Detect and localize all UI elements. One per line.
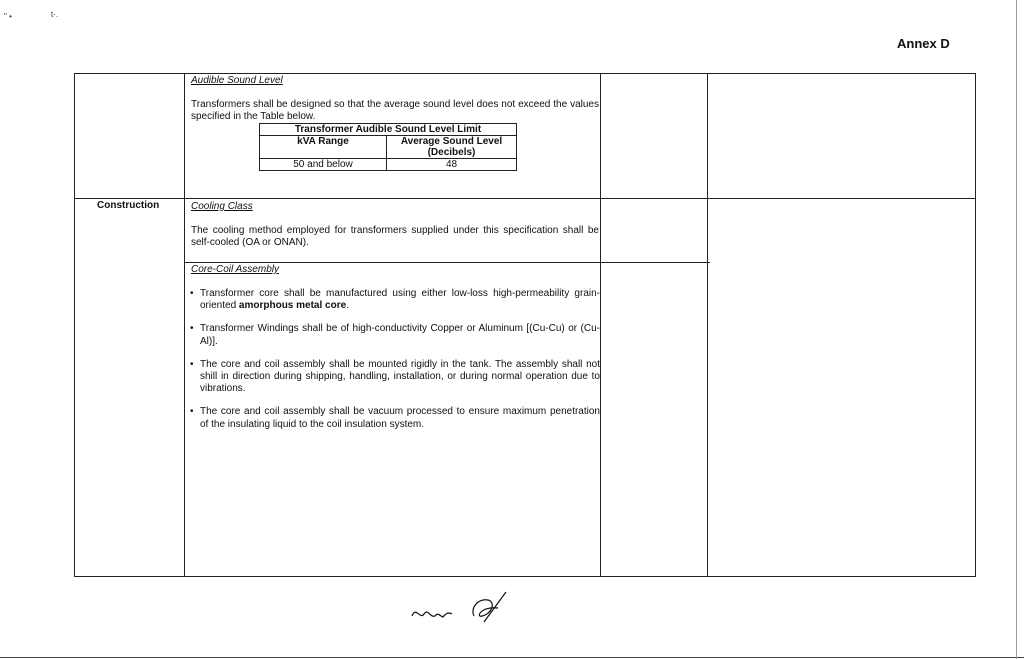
row-divider bbox=[184, 262, 710, 263]
column-divider bbox=[600, 74, 601, 576]
sound-table-header-kva: kVA Range bbox=[260, 136, 387, 159]
table-cell: 48 bbox=[387, 159, 517, 171]
section-paragraph: The cooling method employed for transformers supplied under this specification shall be self-cooled (OA or ONAN). bbox=[191, 225, 599, 249]
sound-table-header-decibels: Average Sound Level (Decibels) bbox=[387, 136, 517, 159]
specification-table bbox=[74, 73, 976, 577]
annex-label: Annex D bbox=[897, 36, 950, 51]
sound-level-table bbox=[259, 123, 517, 171]
section-heading-cooling-class: Cooling Class bbox=[191, 201, 253, 212]
scan-edge bbox=[1016, 0, 1017, 659]
category-label-construction: Construction bbox=[97, 200, 160, 211]
table-row bbox=[260, 159, 517, 171]
handwritten-initials bbox=[408, 586, 518, 628]
list-item: • The core and coil assembly shall be mounted rigidly in the tank. The assembly shall not shill in direction during shipping, handling, installation, or during normal operation due to vibrations. bbox=[190, 359, 600, 396]
column-divider bbox=[707, 74, 708, 576]
row-divider bbox=[75, 198, 975, 199]
page-bottom-rule bbox=[0, 657, 1024, 658]
core-coil-bullet-list bbox=[190, 288, 600, 442]
scan-mark: t·. bbox=[51, 10, 59, 19]
column-divider bbox=[184, 74, 185, 576]
section-paragraph: Transformers shall be designed so that the average sound level does not exceed the values specified in the Table below. bbox=[191, 99, 599, 123]
sound-table-title: Transformer Audible Sound Level Limit bbox=[260, 124, 517, 136]
scan-mark: " • bbox=[4, 12, 12, 21]
section-heading-audible-sound-level: Audible Sound Level bbox=[191, 75, 283, 86]
list-item: • Transformer Windings shall be of high-conductivity Copper or Aluminum [(Cu-Cu) or (Cu-Al)]. bbox=[190, 323, 600, 347]
list-item: • Transformer core shall be manufactured using either low-loss high-permeability grain-oriented amorphous metal core. bbox=[190, 288, 600, 312]
list-item: • The core and coil assembly shall be vacuum processed to ensure maximum penetration of the insulating liquid to the coil insulation system. bbox=[190, 406, 600, 430]
table-cell: 50 and below bbox=[260, 159, 387, 171]
section-heading-core-coil-assembly: Core-Coil Assembly bbox=[191, 264, 279, 275]
